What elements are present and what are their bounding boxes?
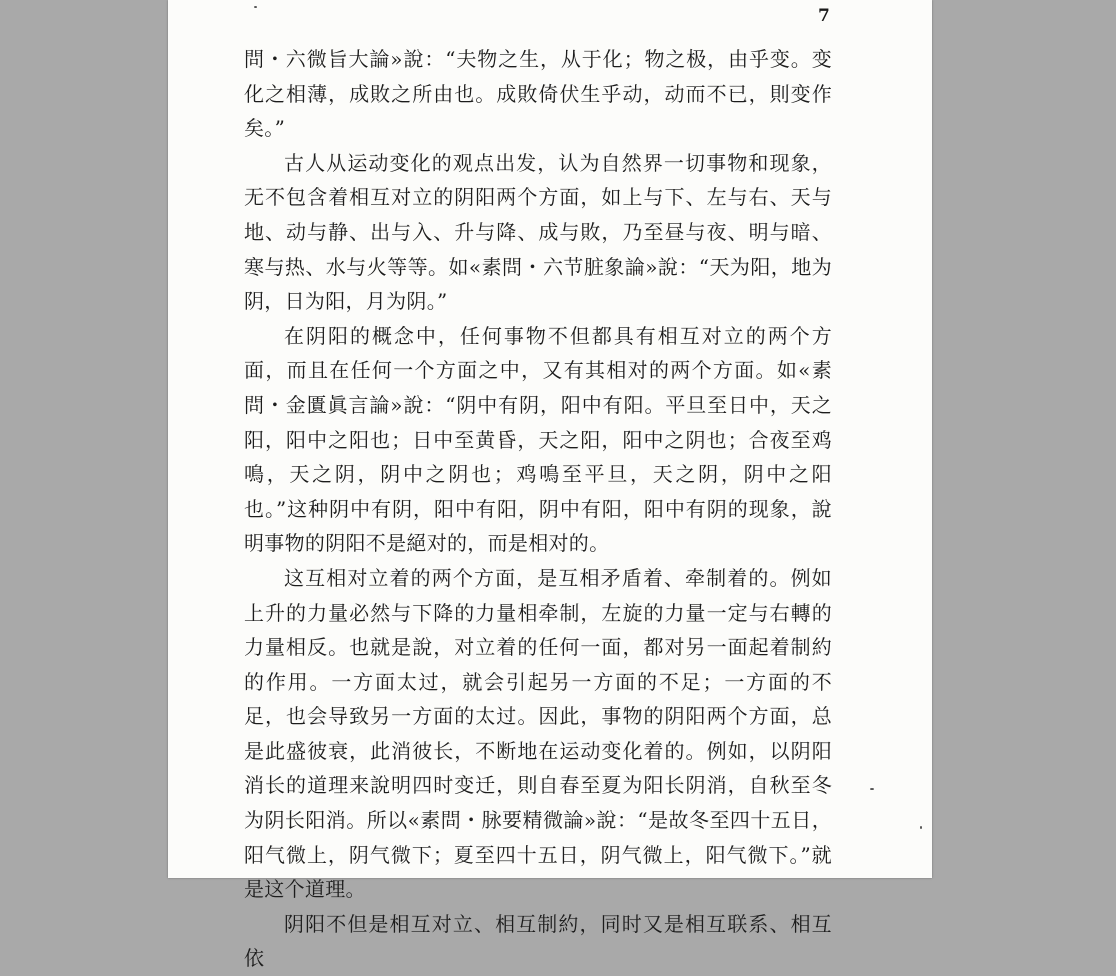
scan-speck (870, 788, 874, 790)
scan-speck (920, 826, 922, 829)
paragraph-5: 阴阳不但是相互对立、相互制約，同时又是相互联系、相互依 (244, 911, 832, 971)
page-number: 7 (818, 6, 830, 26)
paragraph-2: 古人从运动变化的观点出发，认为自然界一切事物和现象，无不包含着相互对立的阴阳两个方面，如上与下、左与右、天与地、动与静、出与入、升与降、成与敗，乃至昼与夜、明与暗、寒与热、水与火等等。如«素問・六节脏象論»說：“天为阳，地为阴，日为阳，月为阴。” (244, 150, 832, 314)
book-page (168, 0, 932, 971)
paragraph-1: 問・六微旨大論»說：“夫物之生，从于化；物之极，由乎变。变化之相薄，成敗之所由也。成敗倚伏生乎动，动而不已，則变作矣。” (244, 47, 832, 141)
paragraph-4: 这互相对立着的两个方面，是互相矛盾着、牵制着的。例如上升的力量必然与下降的力量相牵制，左旋的力量一定与右轉的力量相反。也就是說，对立着的任何一面，都对另一面起着制約的作用。一方面太过，就会引起另一方面的不足；一方面的不足，也会导致另一方面的太过。因此，事物的阴阳两个方面，总是此盛彼衰，此消彼长，不断地在运动变化着的。例如，以阴阳消长的道理来說明四时变迁，則自春至夏为阳长阴消，自秋至冬为阴长阳消。所以«素問・脉要精微論»說：“是故冬至四十五日，阳气微上，阴气微下；夏至四十五日，阴气微上，阳气微下。”就是这个道理。 (244, 565, 832, 902)
page-text (244, 42, 832, 976)
scan-speck (254, 6, 257, 8)
paragraph-3: 在阴阳的概念中，任何事物不但都具有相互对立的两个方面，而且在任何一个方面之中，又有其相对的两个方面。如«素問・金匱眞言論»說：“阴中有阴，阳中有阳。平旦至日中，天之阳，阳中之阳也；日中至黄昏，天之阳，阳中之阴也；合夜至鸡鳴，天之阴，阴中之阴也；鸡鳴至平旦，天之阴，阴中之阳也。”这种阴中有阴，阳中有阳，阴中有阳，阳中有阴的现象，說明事物的阴阳不是絕对的，而是相对的。 (244, 323, 832, 556)
